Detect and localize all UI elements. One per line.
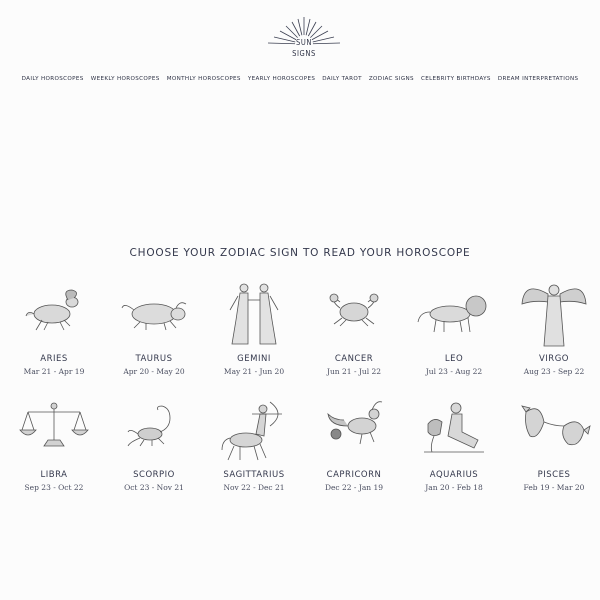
sign-dates: Mar 21 - Apr 19	[23, 367, 85, 376]
sign-dates: Aug 23 - Sep 22	[523, 367, 585, 376]
sign-card-aries[interactable]	[4, 280, 104, 376]
sea-goat-icon	[304, 396, 404, 466]
nav-daily-tarot[interactable]: DAILY TAROT	[322, 76, 362, 82]
nav-weekly-horoscopes[interactable]: WEEKLY HOROSCOPES	[90, 76, 160, 82]
logo-text-signs: SIGNS	[292, 49, 316, 58]
page-heading: CHOOSE YOUR ZODIAC SIGN TO READ YOUR HOROSCOPE	[129, 247, 471, 259]
sign-card-libra[interactable]	[4, 396, 104, 492]
sign-card-capricorn[interactable]	[304, 396, 404, 492]
nav-monthly-horoscopes[interactable]: MONTHLY HOROSCOPES	[166, 76, 241, 82]
sign-dates: Apr 20 - May 20	[123, 367, 185, 376]
sign-card-scorpio[interactable]	[104, 396, 204, 492]
scales-icon	[4, 396, 104, 466]
sign-card-pisces[interactable]	[504, 396, 600, 492]
lion-icon	[404, 280, 504, 350]
nav-dream-interpretations[interactable]: DREAM INTERPRETATIONS	[497, 76, 579, 82]
sign-name: ARIES	[40, 354, 68, 364]
sign-name: TAURUS	[135, 354, 173, 364]
sign-name: CAPRICORN	[326, 470, 382, 480]
sign-name: SAGITTARIUS	[223, 470, 285, 480]
sign-name: GEMINI	[237, 354, 271, 364]
fish-icon	[504, 396, 600, 466]
logo-text-sun: SUN	[295, 38, 313, 47]
sign-name: AQUARIUS	[429, 470, 479, 480]
sign-name: VIRGO	[538, 354, 569, 364]
twins-icon	[204, 280, 304, 350]
sign-dates: Jun 21 - Jul 22	[326, 367, 382, 376]
nav-zodiac-signs[interactable]: ZODIAC SIGNS	[368, 76, 414, 82]
sign-name: LIBRA	[40, 470, 68, 480]
archer-icon	[204, 396, 304, 466]
sign-card-virgo[interactable]	[504, 280, 600, 376]
sign-dates: Feb 19 - Mar 20	[523, 483, 585, 492]
sign-card-sagittarius[interactable]	[204, 396, 304, 492]
sign-name: LEO	[444, 354, 464, 364]
sign-name: CANCER	[334, 354, 374, 364]
bull-icon	[104, 280, 204, 350]
nav-celebrity-birthdays[interactable]: CELEBRITY BIRTHDAYS	[420, 76, 491, 82]
sign-dates: Dec 22 - Jan 19	[324, 483, 384, 492]
site-logo[interactable]	[258, 14, 350, 64]
scorpion-icon	[104, 396, 204, 466]
sign-dates: Jan 20 - Feb 18	[425, 483, 483, 492]
sign-card-leo[interactable]	[404, 280, 504, 376]
sign-dates: May 21 - Jun 20	[223, 367, 285, 376]
nav-yearly-horoscopes[interactable]: YEARLY HOROSCOPES	[247, 76, 316, 82]
sign-dates: Sep 23 - Oct 22	[24, 483, 84, 492]
sign-dates: Nov 22 - Dec 21	[223, 483, 285, 492]
sign-name: SCORPIO	[133, 470, 175, 480]
sign-card-gemini[interactable]	[204, 280, 304, 376]
sign-card-taurus[interactable]	[104, 280, 204, 376]
sign-card-cancer[interactable]	[304, 280, 404, 376]
water-bearer-icon	[404, 396, 504, 466]
ram-icon	[4, 280, 104, 350]
sign-dates: Jul 23 - Aug 22	[425, 367, 483, 376]
sign-dates: Oct 23 - Nov 21	[124, 483, 184, 492]
sign-card-aquarius[interactable]	[404, 396, 504, 492]
nav-daily-horoscopes[interactable]: DAILY HOROSCOPES	[21, 76, 84, 82]
maiden-icon	[504, 280, 600, 350]
crab-icon	[304, 280, 404, 350]
main-nav	[0, 76, 600, 82]
sign-name: PISCES	[537, 470, 571, 480]
